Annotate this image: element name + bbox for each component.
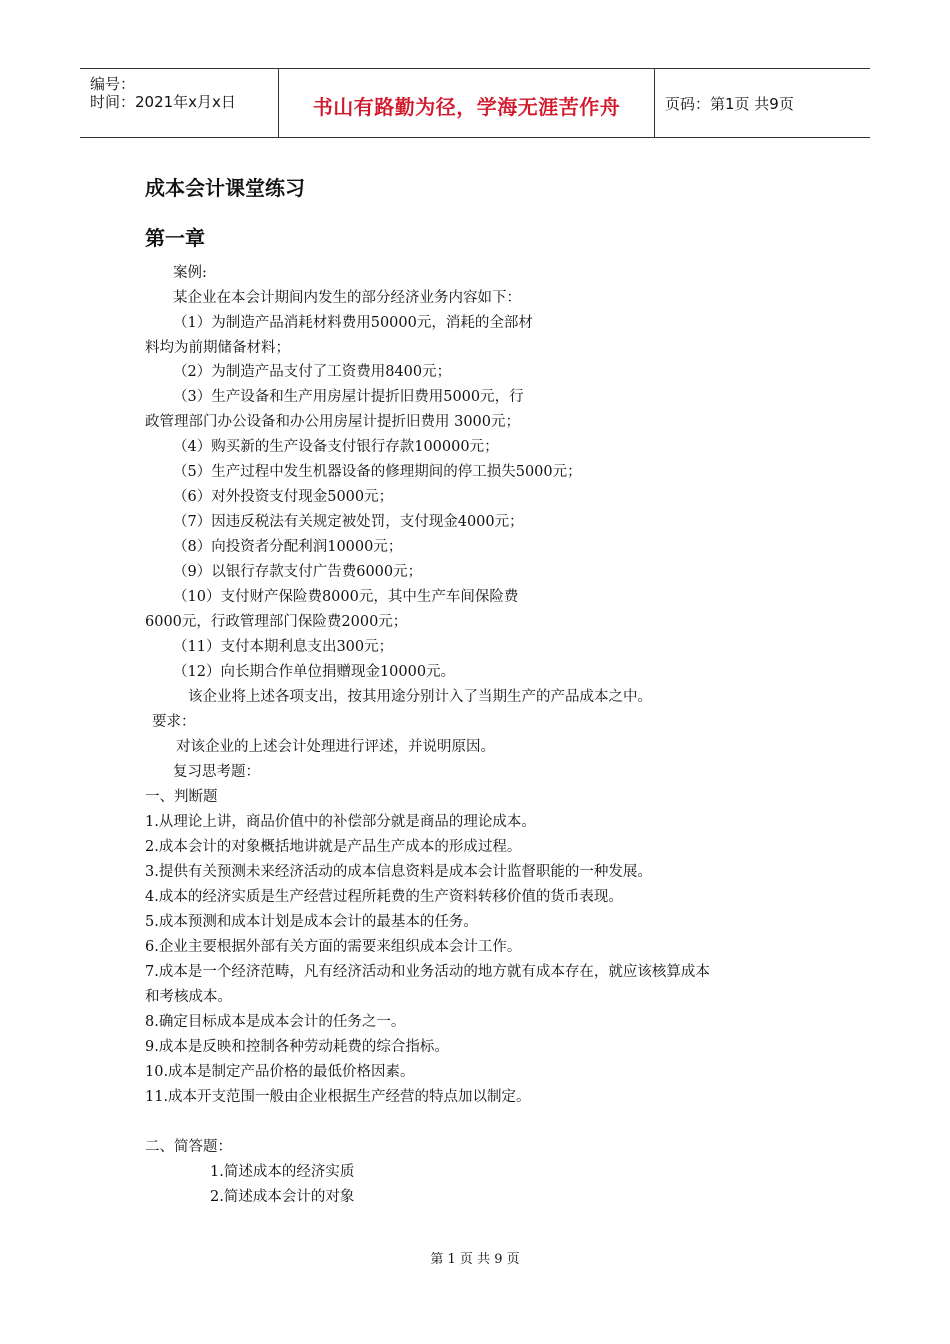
body-line: （11）支付本期利息支出300元；: [173, 639, 394, 655]
body-line: （5）生产过程中发生机器设备的修理期间的停工损失5000元；: [173, 464, 582, 480]
header-motto-cell: [279, 69, 655, 137]
body-line: （1）为制造产品消耗材料费用50000元，消耗的全部材: [173, 315, 533, 331]
document-title: 成本会计课堂练习: [145, 176, 305, 200]
body-line: 5.成本预测和成本计划是成本会计的最基本的任务。: [145, 914, 478, 930]
header-table: [80, 68, 870, 138]
body-line: 4.成本的经济实质是生产经营过程所耗费的生产资料转移价值的货币表现。: [145, 889, 623, 905]
header-page-cell: [655, 69, 870, 137]
body-line: 9.成本是反映和控制各种劳动耗费的综合指标。: [145, 1039, 449, 1055]
body-line: 和考核成本。: [145, 989, 232, 1005]
body-line: 1.从理论上讲，商品价值中的补偿部分就是商品的理论成本。: [145, 814, 536, 830]
body-line: 该企业将上述各项支出，按其用途分别计入了当期生产的产品成本之中。: [188, 689, 652, 705]
chapter-title: 第一章: [145, 226, 205, 250]
number-label: 编号：: [90, 75, 136, 93]
body-line: 1.简述成本的经济实质: [210, 1164, 355, 1180]
body-line: 3.提供有关预测未来经济活动的成本信息资料是成本会计监督职能的一种发展。: [145, 864, 652, 880]
page-footer: 第 1 页 共 9 页: [430, 1252, 520, 1267]
body-line: （2）为制造产品支付了工资费用8400元；: [173, 364, 452, 380]
body-line: 2.成本会计的对象概括地讲就是产品生产成本的形成过程。: [145, 839, 522, 855]
body-line: 案例:: [173, 265, 207, 281]
body-line: （8）向投资者分配利润10000元；: [173, 539, 403, 555]
body-line: （7）因违反税法有关规定被处罚，支付现金4000元；: [173, 514, 524, 530]
body-line: 要求：: [152, 714, 196, 730]
header-info-cell: [80, 69, 279, 137]
body-line: 6.企业主要根据外部有关方面的需要来组织成本会计工作。: [145, 939, 522, 955]
body-line: 某企业在本会计期间内发生的部分经济业务内容如下：: [173, 290, 521, 306]
body-line: （3）生产设备和生产用房屋计提折旧费用5000元，行: [173, 389, 524, 405]
page-label: 页码：第1页 共9页: [665, 95, 794, 113]
section-heading: 一、判断题: [145, 789, 218, 805]
body-line: （10）支付财产保险费8000元，其中生产车间保险费: [173, 589, 519, 605]
date-label: 时间：2021年x月x日: [90, 93, 236, 111]
body-line: （12）向长期合作单位捐赠现金10000元。: [173, 664, 456, 680]
body-line: （4）购买新的生产设备支付银行存款100000元；: [173, 439, 499, 455]
section-heading: 二、简答题：: [145, 1139, 232, 1155]
body-line: （9）以银行存款支付广告费6000元；: [173, 564, 423, 580]
body-line: 10.成本是制定产品价格的最低价格因素。: [145, 1064, 415, 1080]
body-line: （6）对外投资支付现金5000元；: [173, 489, 394, 505]
body-line: 11.成本开支范围一般由企业根据生产经营的特点加以制定。: [145, 1089, 531, 1105]
body-line: 7.成本是一个经济范畴，凡有经济活动和业务活动的地方就有成本存在，就应该核算成本: [145, 964, 710, 980]
body-line: 对该企业的上述会计处理进行评述，并说明原因。: [176, 739, 495, 755]
body-line: 8.确定目标成本是成本会计的任务之一。: [145, 1014, 406, 1030]
body-line: 料均为前期储备材料；: [145, 340, 290, 356]
body-line: 6000元，行政管理部门保险费2000元；: [145, 614, 408, 630]
body-line: 复习思考题：: [173, 764, 260, 780]
body-line: 2.简述成本会计的对象: [210, 1189, 355, 1205]
motto: 书山有路勤为径，学海无涯苦作舟: [312, 95, 621, 119]
body-line: 政管理部门办公设备和办公用房屋计提折旧费用 3000元；: [145, 414, 521, 430]
